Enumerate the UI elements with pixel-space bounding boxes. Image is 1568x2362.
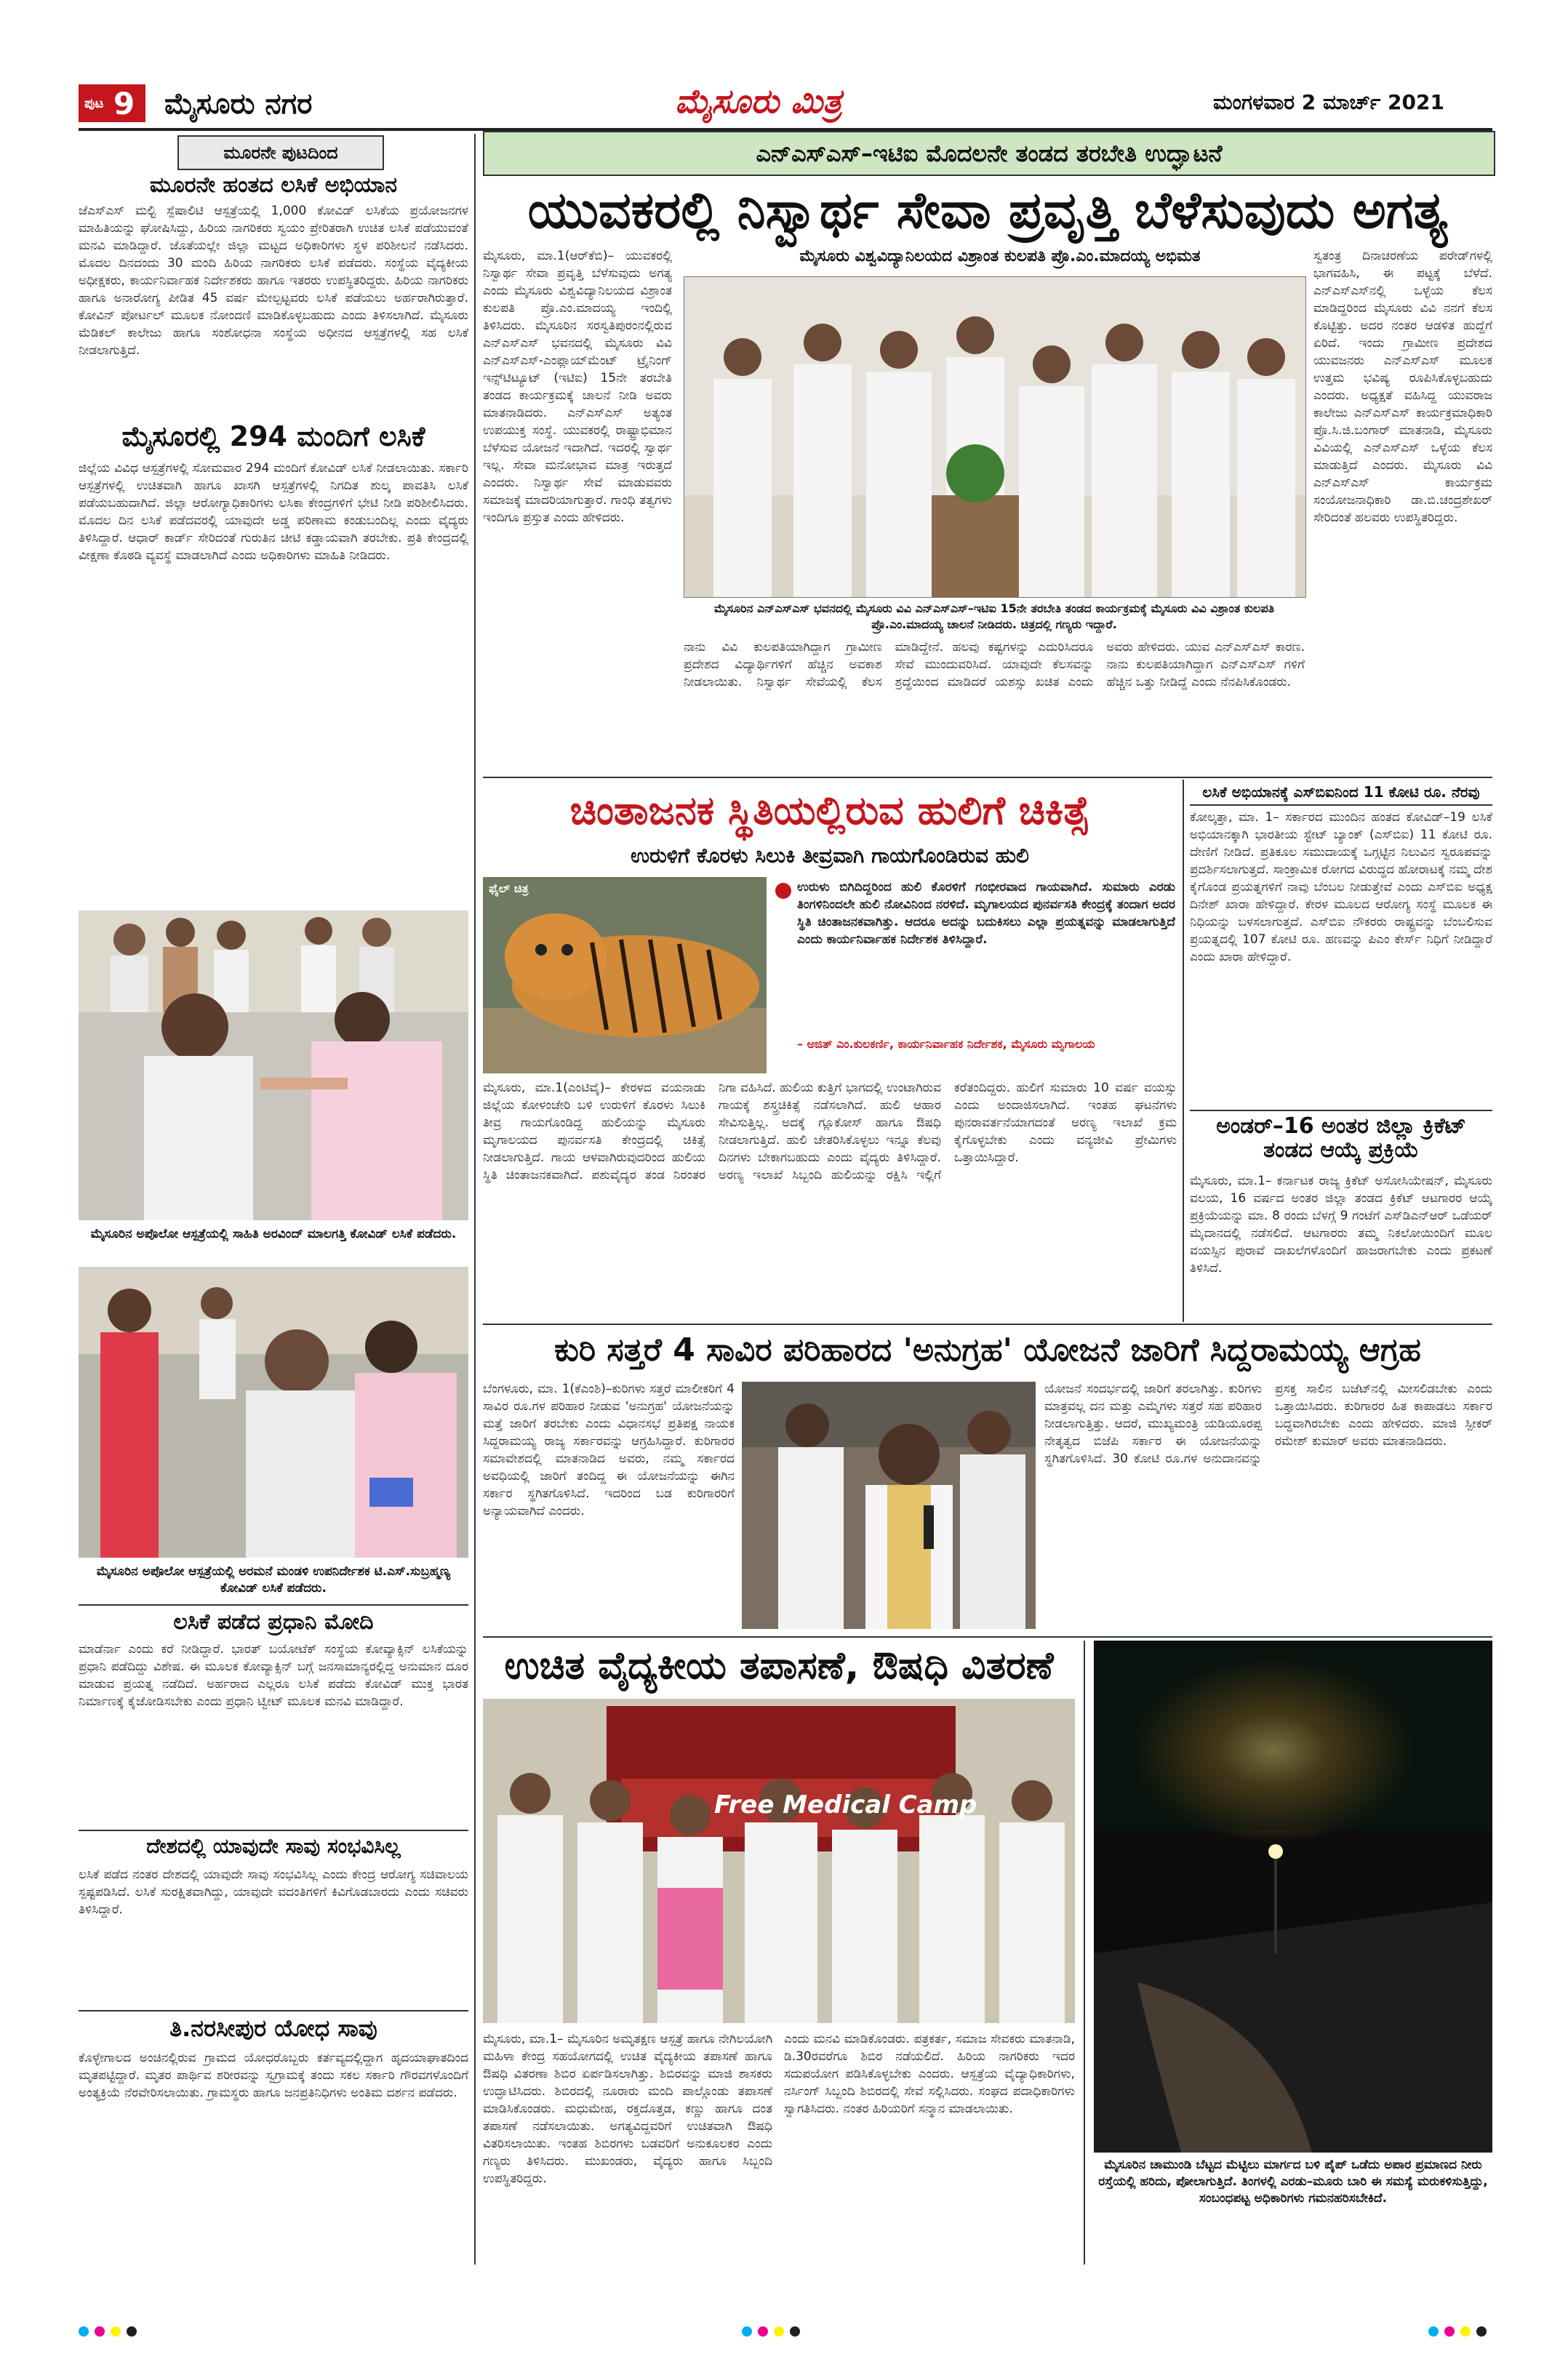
top-story-subhead: ಮೈಸೂರು ವಿಶ್ವವಿದ್ಯಾನಿಲಯದ ವಿಶ್ರಾಂತ ಕುಲಪತಿ ಪ್ರೊ.ಎಂ.ಮಾದಯ್ಯ ಅಭಿಮತ — [799, 247, 1201, 265]
page-number: 9 — [113, 86, 135, 121]
col1-rule-3 — [79, 2010, 468, 2011]
col1-rule-1 — [79, 1604, 468, 1606]
vaccination-photo-2 — [79, 1267, 468, 1558]
magenta-dot-icon — [758, 2326, 768, 2337]
black-dot-icon — [1476, 2326, 1487, 2337]
vaccination-photo-2-image — [79, 1267, 468, 1558]
night-road-photo-image — [1094, 1641, 1492, 2153]
cyan-dot-icon — [79, 2326, 89, 2337]
registration-marks-center — [742, 2326, 806, 2339]
vaccination-caption-1: ಮೈಸೂರಿನ ಅಪೊಲೋ ಆಸ್ಪತ್ರೆಯಲ್ಲಿ ಸಾಹಿತಿ ಅರವಿಂದ್ ಮಾಲಗತ್ತಿ ಕೋವಿಡ್ ಲಸಿಕೆ ಪಡೆದರು. — [90, 1227, 457, 1241]
top-story-right-text: ಸ್ವತಂತ್ರ ದಿನಾಚರಣೆಯ ಪರೇಡ್‌ಗಳಲ್ಲಿ ಭಾಗವಹಿಸಿ, ಈ ಪಟ್ಟಕ್ಕೆ ಬೆಳೆದೆ. ಎನ್‌ಎಸ್‌ಎಸ್‌ನಲ್ಲಿ ಒಳ್ಳೆಯ ಕೆಲಸ ಮಾಡಿದ್ದರಿಂದ ಮೈಸೂರು ವಿವಿ ನನಗೆ ಕೆಲಸ ಕೊಟ್ಟಿತ್ತು. ಅದರ ನಂತರ ಆಡಳಿತ ಹುದ್ದೆಗೆ ಏರಿದೆ. ಇಂದು ಗ್ರಾಮೀಣ ಪ್ರದೇಶದ ಯುವಜನರು ಎನ್‌ಎಸ್‌ಎಸ್ ಮೂಲಕ ಉತ್ತಮ ಭವಿಷ್ಯ ರೂಪಿಸಿಕೊಳ್ಳಬಹುದು ಎಂದರು. ಅಧ್ಯಕ್ಷತೆ ವಹಿಸಿದ್ದ ಯುವರಾಜ ಕಾಲೇಜು ಎನ್‌ಎಸ್‌ಎಸ್ ಕಾರ್ಯಕ್ರಮಾಧಿಕಾರಿ ಪ್ರೊ.ಸಿ.ಜಿ.ಬಂಗಾರ್ ಮಾತನಾಡಿ, ಮೈಸೂರು ವಿವಿಯಲ್ಲಿ ಎನ್‌ಎಸ್‌ಎಸ್ ಒಳ್ಳೆಯ ಕೆಲಸ ಮಾಡುತ್ತಿದೆ ಎಂದರು. ಮೈಸೂರು ವಿವಿ ಎನ್‌ಎಸ್‌ಎಸ್ ಕಾರ್ಯಕ್ರಮ ಸಂಯೋಜನಾಧಿಕಾರಿ ಡಾ.ಬಿ.ಚಂದ್ರಶೇಖರ್ ಸೇರಿದಂತೆ ಹಲವರು ಉಪಸ್ಥಿತರಿದ್ದರು. — [1313, 249, 1492, 525]
tiger-photo-image — [483, 877, 767, 1073]
tiger-right-rule — [1183, 780, 1184, 1322]
right-text-1: ಕೋಲ್ಕತ್ತಾ, ಮಾ. 1– ಸರ್ಕಾರದ ಮುಂದಿನ ಹಂತದ ಕೋವಿಡ್–19 ಲಸಿಕೆ ಅಭಿಯಾನಕ್ಕಾಗಿ ಭಾರತೀಯ ಸ್ಟೇಟ್ ಬ್ಯಾಂಕ್ (ಎಸ್‌ಬಿಐ) 11 ಕೋಟಿ ರೂ. ದೇಣಿಗೆ ನೀಡಿದೆ. ಪ್ರತಿಕೂಲ ಸಮುದಾಯಕ್ಕೆ ಒಗ್ಗಟ್ಟಿನ ನಿಲುವಿನ ಸ್ವರೂಪವನ್ನು ಪ್ರದರ್ಶಿಸಲಾಗುತ್ತದೆ. ಸಾಂಕ್ರಾಮಿಕ ರೋಗದ ವಿರುದ್ಧದ ಹೋರಾಟಕ್ಕೆ ನಮ್ಮ ದೇಶ ಕೈಗೊಂಡ ಪ್ರಯತ್ನಗಳಿಗೆ ನಾವು ಬೆಂಬಲ ನೀಡುತ್ತೇವೆ ಎಂದು ಎಸ್‌ಬಿಐ ಅಧ್ಯಕ್ಷ ದಿನೇಶ್ ಖಾರಾ ಹೇಳಿದ್ದಾರೆ. ಕೇರಳ ಮೂಲದ ಆರೋಗ್ಯ ಸಂಸ್ಥೆ ಮೂಲಕ ಈ ನಿಧಿಯನ್ನು ಬಳಸಲಾಗುತ್ತದೆ. ಎಸ್‌ಬಿಐ ನೌಕರರು ರಾಷ್ಟ್ರವನ್ನು ಬೆಂಬಲಿಸುವ ಪ್ರಯತ್ನದಲ್ಲಿ 107 ಕೋಟಿ ರೂ. ಹಣವನ್ನು ಪಿಎಂ ಕೇರ್ಸ್ ನಿಧಿಗೆ ನೀಡಿದ್ದಾರೆ ಎಂದು ಖಾರಾ ಹೇಳಿದ್ದಾರೆ. — [1190, 810, 1492, 964]
siddaramaiah-left-text: ಬೆಂಗಳೂರು, ಮಾ. 1(ಕೆಎಂಶಿ)–ಕುರಿಗಳು ಸತ್ತರೆ ಮಾಲೀಕರಿಗೆ 4 ಸಾವಿರ ರೂ.ಗಳ ಪರಿಹಾರ ನೀಡುವ 'ಅನುಗ್ರಹ' ಯೋಜನೆಯನ್ನು ಮತ್ತೆ ಜಾರಿಗೆ ತರಬೇಕು ಎಂದು ವಿಧಾನಸಭೆ ಪ್ರತಿಪಕ್ಷ ನಾಯಕ ಸಿದ್ದರಾಮಯ್ಯ ರಾಜ್ಯ ಸರ್ಕಾರವನ್ನು ಆಗ್ರಹಿಸಿದ್ದಾರೆ. ಕುರಿಗಾರರ ಸಮಾವೇಶದಲ್ಲಿ ಮಾತನಾಡಿದ ಅವರು, ನಮ್ಮ ಸರ್ಕಾರದ ಅವಧಿಯಲ್ಲಿ ಜಾರಿಗೆ ತಂದಿದ್ದ ಈ ಯೋಜನೆಯನ್ನು ಈಗಿನ ಸರ್ಕಾರ ಸ್ಥಗಿತಗೊಳಿಸಿದೆ. ಇದರಿಂದ ಬಡ ಕುರಿಗಾರರಿಗೆ ಅನ್ಯಾಯವಾಗಿದೆ ಎಂದರು. — [483, 1382, 735, 1518]
tiger-photo-label: ಫೈಲ್ ಚಿತ್ರ — [489, 881, 529, 895]
col1-text-1: ಜೆಎಸ್‌ಎಸ್ ಮಲ್ಟಿ ಸ್ಪೆಷಾಲಿಟಿ ಆಸ್ಪತ್ರೆಯಲ್ಲಿ 1,000 ಕೋವಿಡ್ ಲಸಿಕೆಯ ಪ್ರಯೋಜನಗಳ ಮಾಹಿತಿಯನ್ನು ಘೋಷಿಸಿದ್ದು, ಹಿರಿಯ ನಾಗರಿಕರು ಸ್ವಯಂ ಪ್ರೇರಿತರಾಗಿ ಉಚಿತ ಲಸಿಕೆ ಪಡೆಯುವಂತೆ ಮನವಿ ಮಾಡಿದ್ದಾರೆ. ಜೊತೆಯಲ್ಲೇ ಜಿಲ್ಲಾ ಮಟ್ಟದ ಅಧಿಕಾರಿಗಳು ಸ್ಥಳ ಪರಿಶೀಲನೆ ನಡೆಸಿದರು. ಮೊದಲ ದಿನದಂದು 30 ಮಂದಿ ಹಿರಿಯ ನಾಗರಿಕರು ಲಸಿಕೆ ಪಡೆದರು. ಸಂಸ್ಥೆಯ ವೈದ್ಯಕೀಯ ಅಧೀಕ್ಷಕರು, ಕಾರ್ಯನಿರ್ವಾಹಕ ನಿರ್ದೇಶಕರು ಹಾಗೂ ಇತರರು ಉಪಸ್ಥಿತರಿದ್ದರು. ಹಿರಿಯ ನಾಗರಿಕರು ಹಾಗೂ ಅನಾರೋಗ್ಯ ಪೀಡಿತ 45 ವರ್ಷ ಮೇಲ್ಪಟ್ಟವರು ಲಸಿಕೆ ಪಡೆಯಲು ಅರ್ಹರಾಗಿರುತ್ತಾರೆ. ಕೋವಿನ್ ಪೋರ್ಟಲ್ ಮೂಲಕ ನೋಂದಣಿ ಮಾಡಿಕೊಳ್ಳಬಹುದು ಎಂದು ತಿಳಿಸಲಾಗಿದೆ. ಮೈಸೂರು ಮೆಡಿಕಲ್ ಕಾಲೇಜು ಹಾಗೂ ಸಂಶೋಧನಾ ಸಂಸ್ಥೆಯ ಅಧೀನದ ಆಸ್ಪತ್ರೆಗಳಲ್ಲಿ ಸಹ ಲಸಿಕೆ ನೀಡಲಾಗುತ್ತಿದೆ. — [79, 204, 468, 358]
siddaramaiah-photo — [742, 1382, 1036, 1629]
registration-marks-left — [79, 2326, 143, 2339]
black-dot-icon — [790, 2326, 800, 2337]
col1-text-3: ಮಾಡೆರ್ನಾ ಎಂದು ಕರೆ ನೀಡಿದ್ದಾರೆ. ಭಾರತ್ ಬಯೋಟೆಕ್ ಸಂಸ್ಥೆಯ ಕೋವ್ಯಾಕ್ಸಿನ್ ಲಸಿಕೆಯನ್ನು ಪ್ರಧಾನಿ ಪಡೆದಿದ್ದು ವಿಶೇಷ. ಈ ಮೂಲಕ ಕೋವ್ಯಾಕ್ಸಿನ್ ಬಗ್ಗೆ ಜನಸಾಮಾನ್ಯರಲ್ಲಿದ್ದ ಅನುಮಾನ ದೂರ ಮಾಡುವ ಪ್ರಯತ್ನ ನಡೆದಿದೆ. ಅರ್ಹರಾದ ಎಲ್ಲರೂ ಲಸಿಕೆ ಪಡೆದು ಕೋವಿಡ್ ಮುಕ್ತ ಭಾರತ ನಿರ್ಮಾಣಕ್ಕೆ ಕೈಜೋಡಿಸಬೇಕು ಎಂದು ಪ್ರಧಾನಿ ಟ್ವೀಟ್ ಮೂಲಕ ಮನವಿ ಮಾಡಿದ್ದಾರೆ. — [79, 1642, 468, 1709]
bullet-icon — [775, 883, 791, 899]
right-text-2: ಮೈಸೂರು, ಮಾ.1– ಕರ್ನಾಟಕ ರಾಜ್ಯ ಕ್ರಿಕೆಟ್ ಅಸೋಸಿಯೇಷನ್, ಮೈಸೂರು ವಲಯ, 16 ವರ್ಷದ ಅಂತರ ಜಿಲ್ಲಾ ತಂಡದ ಕ್ರಿಕೆಟ್ ಆಟಗಾರರ ಆಯ್ಕೆ ಪ್ರಕ್ರಿಯೆಯನ್ನು ಮಾ. 8 ರಂದು ಬೆಳಗ್ಗೆ 9 ಗಂಟೆಗೆ ಎಸ್‌ಡಿಎನ್‌ಆರ್ ಒಡೆಯರ್ ಮೈದಾನದಲ್ಲಿ ನಡೆಸಲಿದೆ. ಆಟಗಾರರು ತಮ್ಮ ನಿಕಲೋಯಿಂದಿಗೆ ಮೂಲ ವಯಸ್ಸಿನ ಪುರಾವೆ ದಾಖಲೆಗಳೊಂದಿಗೆ ಹಾಜರಾಗಬೇಕು ಎಂದು ಪ್ರಕಟಣೆ ತಿಳಿಸಿದೆ. — [1190, 1174, 1492, 1276]
siddaramaiah-headline: ಕುರಿ ಸತ್ತರೆ 4 ಸಾವಿರ ಪರಿಹಾರದ 'ಅನುಗ್ರಹ' ಯೋಜನೆ ಜಾರಿಗೆ ಸಿದ್ದರಾಮಯ್ಯ ಆಗ್ರಹ — [554, 1332, 1421, 1369]
right-rule-1 — [1190, 804, 1492, 806]
health-camp-photo — [483, 1699, 1075, 2023]
col1-text-4: ಲಸಿಕೆ ಪಡೆದ ನಂತರ ದೇಶದಲ್ಲಿ ಯಾವುದೇ ಸಾವು ಸಂಭವಿಸಿಲ್ಲ ಎಂದು ಕೇಂದ್ರ ಆರೋಗ್ಯ ಸಚಿವಾಲಯ ಸ್ಪಷ್ಟಪಡಿಸಿದೆ. ಲಸಿಕೆ ಸುರಕ್ಷಿತವಾಗಿದ್ದು, ಯಾವುದೇ ವದಂತಿಗಳಿಗೆ ಕಿವಿಗೊಡಬಾರದು ಎಂದು ಸಚಿವರು ತಿಳಿಸಿದ್ದಾರೆ. — [79, 1867, 468, 1917]
masthead-logo: ಮೈಸೂರು ಮಿತ್ರ — [675, 81, 842, 121]
col1-headline-5: ತಿ.ನರಸೀಪುರ ಯೋಧ ಸಾವು — [169, 2014, 377, 2042]
top-story-bottom-rule — [483, 777, 1492, 778]
top-story-bottom-text: ನಾನು ವಿವಿ ಕುಲಪತಿಯಾಗಿದ್ದಾಗ ಗ್ರಾಮೀಣ ಪ್ರದೇಶದ ವಿದ್ಯಾರ್ಥಿಗಳಿಗೆ ಹೆಚ್ಚಿನ ಅವಕಾಶ ನೀಡಲಾಯಿತು. ನಿಸ್ವಾರ್ಥ ಸೇವೆಯಲ್ಲಿ ಕೆಲಸ ಮಾಡಿದ್ದೇನೆ. ಹಲವು ಕಷ್ಟಗಳನ್ನು ಎದುರಿಸಿದರೂ ಸೇವೆ ಮುಂದುವರಿಸಿದೆ. ಯಾವುದೇ ಕೆಲಸವನ್ನು ಶ್ರದ್ಧೆಯಿಂದ ಮಾಡಿದರೆ ಯಶಸ್ಸು ಖಚಿತ ಎಂದು ಅವರು ಹೇಳಿದರು. ಯುವ ಎನ್‌ಎಸ್‌ಎಸ್ ಕಾರಣ. ನಾನು ಕುಲಪತಿಯಾಗಿದ್ದಾಗ ಎನ್‌ಎಸ್‌ಎಸ್ ಗಳಿಗೆ ಹೆಚ್ಚಿನ ಒತ್ತು ನೀಡಿದ್ದೆ ಎಂದು ನೆನಪಿಸಿಕೊಂಡರು. — [684, 640, 1305, 689]
section-title: ಮೈಸೂರು ನಗರ — [164, 87, 313, 121]
right-headline-2: ಅಂಡರ್–16 ಅಂತರ ಜಿಲ್ಲಾ ಕ್ರಿಕೆಟ್ ತಂಡದ ಆಯ್ಕೆ ಪ್ರಕ್ರಿಯೆ — [1216, 1113, 1466, 1163]
yellow-dot-icon — [111, 2326, 121, 2337]
col1-right-rule — [474, 134, 476, 2265]
magenta-dot-icon — [95, 2326, 105, 2337]
col1-headline-4: ದೇಶದಲ್ಲಿ ಯಾವುದೇ ಸಾವು ಸಂಭವಿಸಿಲ್ಲ — [146, 1834, 401, 1858]
page-number-box — [79, 84, 145, 122]
tiger-intro: ಉರುಳು ಬಿಗಿದಿದ್ದರಿಂದ ಹುಲಿ ಕೊರಳಿಗೆ ಗಂಭೀರವಾದ ಗಾಯವಾಗಿದೆ. ಸುಮಾರು ಎರಡು ತಿಂಗಳಿನಿಂದಲೇ ಹುಲಿ ನೋವಿನಿಂದ ನರಳಿದೆ. ಮೃಗಾಲಯದ ಪುನರ್ವಸತಿ ಕೇಂದ್ರಕ್ಕೆ ತಂದಾಗ ಅದರ ಸ್ಥಿತಿ ಚಿಂತಾಜನಕವಾಗಿತ್ತು. ಆದರೂ ಅದನ್ನು ಬದುಕಿಸಲು ಎಲ್ಲಾ ಪ್ರಯತ್ನವನ್ನು ಮಾಡಲಾಗುತ್ತಿದೆ ಎಂದು ಕಾರ್ಯನಿರ್ವಾಹಕ ನಿರ್ದೇಶಕ ತಿಳಿಸಿದ್ದಾರೆ. — [797, 880, 1175, 947]
tiger-photo — [483, 877, 767, 1073]
page-label: ಪುಟ — [84, 96, 104, 111]
col1-text-5: ಕೊಳ್ಳೇಗಾಲದ ಅಂಚಿನಲ್ಲಿರುವ ಗ್ರಾಮದ ಯೋಧರೊಬ್ಬರು ಕರ್ತವ್ಯದಲ್ಲಿದ್ದಾಗ ಹೃದಯಾಘಾತದಿಂದ ಮೃತಪಟ್ಟಿದ್ದಾರೆ. ಮೃತರ ಪಾರ್ಥಿವ ಶರೀರವನ್ನು ಸ್ವಗ್ರಾಮಕ್ಕೆ ತಂದು ಸಕಲ ಸರ್ಕಾರಿ ಗೌರವಗಳೊಂದಿಗೆ ಅಂತ್ಯಕ್ರಿಯೆ ನೆರವೇರಿಸಲಾಯಿತು. ಗ್ರಾಮಸ್ಥರು ಹಾಗೂ ಜನಪ್ರತಿನಿಧಿಗಳು ಅಂತಿಮ ದರ್ಶನ ಪಡೆದರು. — [79, 2051, 468, 2100]
yellow-dot-icon — [774, 2326, 784, 2337]
col1-headline-3: ಲಸಿಕೆ ಪಡೆದ ಪ್ರಧಾನಿ ಮೋದಿ — [173, 1609, 374, 1635]
top-story-kicker-text: ಎನ್‌ಎಸ್‌ಎಸ್–ಇಟಿಐ ಮೊದಲನೇ ತಂಡದ ತರಬೇತಿ ಉದ್ಘಾಟನೆ — [756, 140, 1223, 167]
col1-text-2: ಜಿಲ್ಲೆಯ ವಿವಿಧ ಆಸ್ಪತ್ರೆಗಳಲ್ಲಿ ಸೋಮವಾರ 294 ಮಂದಿಗೆ ಕೋವಿಡ್ ಲಸಿಕೆ ನೀಡಲಾಯಿತು. ಸರ್ಕಾರಿ ಆಸ್ಪತ್ರೆಗಳಲ್ಲಿ ಉಚಿತವಾಗಿ ಹಾಗೂ ಖಾಸಗಿ ಆಸ್ಪತ್ರೆಗಳಲ್ಲಿ ನಿಗದಿತ ಶುಲ್ಕ ಪಾವತಿಸಿ ಲಸಿಕೆ ಪಡೆಯಬಹುದಾಗಿದೆ. ಜಿಲ್ಲಾ ಆರೋಗ್ಯಾಧಿಕಾರಿಗಳು ಲಸಿಕಾ ಕೇಂದ್ರಗಳಿಗೆ ಭೇಟಿ ನೀಡಿ ಪರಿಶೀಲಿಸಿದರು. ಮೊದಲ ದಿನ ಲಸಿಕೆ ಪಡೆದವರಲ್ಲಿ ಯಾವುದೇ ಅಡ್ಡ ಪರಿಣಾಮ ಕಂಡುಬಂದಿಲ್ಲ ಎಂದು ವೈದ್ಯರು ತಿಳಿಸಿದ್ದಾರೆ. ಆಧಾರ್ ಕಾರ್ಡ್ ಸೇರಿದಂತೆ ಗುರುತಿನ ಚೀಟಿ ಕಡ್ಡಾಯವಾಗಿ ತರಬೇಕು. ಪ್ರತಿ ಕೇಂದ್ರದಲ್ಲಿ ವೀಕ್ಷಣಾ ಕೊಠಡಿ ವ್ಯವಸ್ಥೆ ಮಾಡಲಾಗಿದೆ ಎಂದು ಅಧಿಕಾರಿಗಳು ಮಾಹಿತಿ ನೀಡಿದರು. — [79, 461, 468, 563]
mid-rule — [483, 1324, 1492, 1325]
top-story-headline: ಯುವಕರಲ್ಲಿ ನಿಸ್ವಾರ್ಥ ಸೇವಾ ಪ್ರವೃತ್ತಿ ಬೆಳೆಸುವುದು ಅಗತ್ಯ — [527, 180, 1448, 240]
top-story-photo — [684, 276, 1306, 598]
health-camp-text: ಮೈಸೂರು, ಮಾ.1– ಮೈಸೂರಿನ ಅಮೃತಕ್ಷಣ ಆಸ್ಪತ್ರೆ ಹಾಗೂ ನೇಗಿಲಯೋಗಿ ಮಹಿಳಾ ಕೇಂದ್ರ ಸಹಯೋಗದಲ್ಲಿ ಉಚಿತ ವೈದ್ಯಕೀಯ ತಪಾಸಣೆ ಹಾಗೂ ಔಷಧಿ ವಿತರಣಾ ಶಿಬಿರ ಏರ್ಪಡಿಸಲಾಗಿತ್ತು. ಶಿಬಿರವನ್ನು ಮಾಜಿ ಶಾಸಕರು ಉದ್ಘಾಟಿಸಿದರು. ಶಿಬಿರದಲ್ಲಿ ನೂರಾರು ಮಂದಿ ಪಾಲ್ಗೊಂಡು ತಪಾಸಣೆ ಮಾಡಿಸಿಕೊಂಡರು. ಮಧುಮೇಹ, ರಕ್ತದೊತ್ತಡ, ಕಣ್ಣು ಹಾಗೂ ದಂತ ತಪಾಸಣೆ ನಡೆಸಲಾಯಿತು. ಅಗತ್ಯವಿದ್ದವರಿಗೆ ಉಚಿತವಾಗಿ ಔಷಧಿ ವಿತರಿಸಲಾಯಿತು. ಇಂತಹ ಶಿಬಿರಗಳು ಬಡವರಿಗೆ ಅನುಕೂಲಕರ ಎಂದು ಗಣ್ಯರು ತಿಳಿಸಿದರು. ಮುಖಂಡರು, ವೈದ್ಯರು ಹಾಗೂ ಸಿಬ್ಬಂದಿ ಉಪಸ್ಥಿತರಿದ್ದರು. — [483, 2032, 772, 2186]
tiger-body: ಮೈಸೂರು, ಮಾ.1(ಎಂಟಿವೈ)– ಕೇರಳದ ವಯನಾಡು ಜಿಲ್ಲೆಯ ಕೋಳಂಚೇರಿ ಬಳಿ ಉರುಳಿಗೆ ಕೊರಳು ಸಿಲುಕಿ ತೀವ್ರ ಗಾಯಗೊಂಡಿದ್ದ ಹುಲಿಯನ್ನು ಮೈಸೂರು ಮೃಗಾಲಯದ ಪುನರ್ವಸತಿ ಕೇಂದ್ರದಲ್ಲಿ ಚಿಕಿತ್ಸೆ ನೀಡಲಾಗುತ್ತಿದೆ. ಗಾಯ ಆಳವಾಗಿರುವುದರಿಂದ ಹುಲಿಯ ಸ್ಥಿತಿ ಚಿಂತಾಜನಕವಾಗಿದೆ. ಪಶುವೈದ್ಯರ ತಂಡ ನಿರಂತರ ನಿಗಾ ವಹಿಸಿದೆ. ಹುಲಿಯ ಕುತ್ತಿಗೆ ಭಾಗದಲ್ಲಿ ಉಂಟಾಗಿರುವ ಗಾಯಕ್ಕೆ ಶಸ್ತ್ರಚಿಕಿತ್ಸೆ ನಡೆಸಲಾಗಿದೆ. ಹುಲಿ ಆಹಾರ ಸೇವಿಸುತ್ತಿಲ್ಲ. ಅದಕ್ಕೆ ಗ್ಲೂಕೋಸ್ ಹಾಗೂ ಔಷಧಿ ನೀಡಲಾಗುತ್ತಿದೆ. ಹುಲಿ ಚೇತರಿಸಿಕೊಳ್ಳಲು ಇನ್ನೂ ಕೆಲವು ದಿನಗಳು ಬೇಕಾಗಬಹುದು ಎಂದು ವೈದ್ಯರು ತಿಳಿಸಿದ್ದಾರೆ. ಅರಣ್ಯ ಇಲಾಖೆ ಸಿಬ್ಬಂದಿ ಹುಲಿಯನ್ನು ರಕ್ಷಿಸಿ ಇಲ್ಲಿಗೆ ಕರೆತಂದಿದ್ದರು. ಹುಲಿಗೆ ಸುಮಾರು 10 ವರ್ಷ ವಯಸ್ಸು ಎಂದು ಅಂದಾಜಿಸಲಾಗಿದೆ. ಇಂತಹ ಘಟನೆಗಳು ಪುನರಾವರ್ತನೆಯಾಗದಂತೆ ಅರಣ್ಯ ಇಲಾಖೆ ಕ್ರಮ ಕೈಗೊಳ್ಳಬೇಕು ಎಂದು ವನ್ಯಜೀವಿ ಪ್ರೇಮಿಗಳು ಒತ್ತಾಯಿಸಿದ್ದಾರೆ. — [483, 1081, 1177, 1182]
health-camp-photo-image — [483, 1699, 1075, 2023]
top-story-caption: ಮೈಸೂರಿನ ಎನ್‌ಎಸ್‌ಎಸ್ ಭವನದಲ್ಲಿ ಮೈಸೂರು ವಿವಿ ಎನ್‌ಎಸ್‌ಎಸ್–ಇಟಿಐ 15ನೇ ತರಬೇತಿ ತಂಡದ ಕಾರ್ಯಕ್ರಮಕ್ಕೆ ಮೈಸೂರು ವಿವಿ ವಿಶ್ರಾಂತ ಕುಲಪತಿ ಪ್ರೊ.ಎಂ.ಮಾದಯ್ಯ ಚಾಲನೆ ನೀಡಿದರು. ಚಿತ್ರದಲ್ಲಿ ಗಣ್ಯರು ಇದ್ದಾರೆ. — [713, 601, 1275, 631]
top-story-photo-image — [684, 277, 1305, 597]
vaccination-caption-2: ಮೈಸೂರಿನ ಅಪೊಲೋ ಆಸ್ಪತ್ರೆಯಲ್ಲಿ ಅರಮನೆ ಮಂಡಳಿ ಉಪನಿರ್ದೇಶಕ ಟಿ.ಎಸ್.ಸುಬ್ರಹ್ಮಣ್ಯ ಕೋವಿಡ್ ಲಸಿಕೆ ಪಡೆದರು. — [96, 1564, 451, 1596]
cyan-dot-icon — [1428, 2326, 1439, 2337]
page-header — [79, 81, 1492, 128]
col1-headline-2: ಮೈಸೂರಲ್ಲಿ 294 ಮಂದಿಗೆ ಲಸಿಕೆ — [121, 420, 425, 452]
siddaramaiah-right-text: ಯೋಜನೆ ಸಂದರ್ಭದಲ್ಲಿ ಜಾರಿಗೆ ತರಲಾಗಿತ್ತು. ಕುರಿಗಳು ಮಾತ್ರವಲ್ಲ ದನ ಮತ್ತು ಎಮ್ಮೆಗಳು ಸತ್ತರೆ ಸಹ ಪರಿಹಾರ ನೀಡಲಾಗುತ್ತಿತ್ತು. ಆದರೆ, ಮುಖ್ಯಮಂತ್ರಿ ಯಡಿಯೂರಪ್ಪ ನೇತೃತ್ವದ ಬಿಜೆಪಿ ಸರ್ಕಾರ ಈ ಯೋಜನೆಯನ್ನು ಸ್ಥಗಿತಗೊಳಿಸಿದೆ. 30 ಕೋಟಿ ರೂ.ಗಳ ಅನುದಾನವನ್ನು ಪ್ರಸಕ್ತ ಸಾಲಿನ ಬಜೆಟ್‌ನಲ್ಲಿ ಮೀಸಲಿಡಬೇಕು ಎಂದು ಒತ್ತಾಯಿಸಿದರು. ಕುರಿಗಾರರ ಹಿತ ಕಾಪಾಡಲು ಸರ್ಕಾರ ಬದ್ಧವಾಗಿರಬೇಕು ಎಂದು ಹೇಳಿದರು. ಮಾಜಿ ಸ್ಪೀಕರ್ ರಮೇಶ್ ಕುಮಾರ್ ಅವರು ಮಾತನಾಡಿದರು. — [1044, 1382, 1492, 1466]
top-story-left-text: ಮೈಸೂರು, ಮಾ.1(ಆರ್‌ಕೆಬಿ)– ಯುವಕರಲ್ಲಿ ನಿಸ್ವಾರ್ಥ ಸೇವಾ ಪ್ರವೃತ್ತಿ ಬೆಳೆಸುವುದು ಅಗತ್ಯ ಎಂದು ಮೈಸೂರು ವಿಶ್ವವಿದ್ಯಾನಿಲಯದ ವಿಶ್ರಾಂತ ಕುಲಪತಿ ಪ್ರೊ.ಎಂ.ಮಾದಯ್ಯ ಇಂದಿಲ್ಲಿ ತಿಳಿಸಿದರು. ಮೈಸೂರಿನ ಸರಸ್ವತಿಪುರಂನಲ್ಲಿರುವ ಎನ್‌ಎಸ್‌ಎಸ್ ಭವನದಲ್ಲಿ ಮೈಸೂರು ವಿವಿ ಎನ್‌ಎಸ್‌ಎಸ್-ಎಂಪ್ಲಾಯ್‌ಮೆಂಟ್ ಟ್ರೈನಿಂಗ್ ಇನ್ಸ್‌ಟಿಟ್ಯೂಟ್ (ಇಟಿಐ) 15ನೇ ತರಬೇತಿ ತಂಡದ ಕಾರ್ಯಕ್ರಮಕ್ಕೆ ಚಾಲನೆ ನೀಡಿ ಅವರು ಮಾತನಾಡಿದರು. ಎನ್‌ಎಸ್‌ಎಸ್ ಅತ್ಯಂತ ಉಪಯುಕ್ತ ಸಂಸ್ಥೆ. ಯುವಕರಲ್ಲಿ ರಾಷ್ಟ್ರಾಭಿಮಾನ ಬೆಳೆಸುವ ಯೋಜನೆ ಇದಾಗಿದೆ. ಇದರಲ್ಲಿ ಸ್ವಾರ್ಥ ಇಲ್ಲ. ಸೇವಾ ಮನೋಭಾವ ಮಾತ್ರ ಇರುತ್ತದೆ ಎಂದರು. ನಿಸ್ವಾರ್ಥ ಸೇವೆ ಮಾಡುವವರು ಸಮಾಜಕ್ಕೆ ಮಾದರಿಯಾಗುತ್ತಾರೆ. ಗಾಂಧಿ ತತ್ವಗಳು ಇಂದಿಗೂ ಪ್ರಸ್ತುತ ಎಂದು ಹೇಳಿದರು. — [483, 249, 672, 525]
night-road-caption: ಮೈಸೂರಿನ ಚಾಮುಂಡಿ ಬೆಟ್ಟದ ಮೆಟ್ಟಿಲು ಮಾರ್ಗದ ಬಳಿ ಪೈಪ್ ಒಡೆದು ಅಪಾರ ಪ್ರಮಾಣದ ನೀರು ರಸ್ತೆಯಲ್ಲಿ ಹರಿದು, ಪೋಲಾಗುತ್ತಿದೆ. ತಿಂಗಳಲ್ಲಿ ಎರಡು–ಮೂರು ಬಾರಿ ಈ ಸಮಸ್ಯೆ ಮರುಕಳಿಸುತ್ತಿದ್ದು, ಸಂಬಂಧಪಟ್ಟ ಅಧಿಕಾರಿಗಳು ಗಮನಹರಿಸಬೇಕಿದೆ. — [1098, 2158, 1488, 2206]
health-camp-text-2: ಎಂದು ಮನವಿ ಮಾಡಿಕೊಂಡರು. ಪತ್ರಕರ್ತ, ಸಮಾಜ ಸೇವಕರು ಮಾತನಾಡಿ, ಡಿ.30ರವರೆಗೂ ಶಿಬಿರ ನಡೆಯಲಿದೆ. ಹಿರಿಯ ನಾಗರಿಕರು ಇದರ ಸದುಪಯೋಗ ಪಡಿಸಿಕೊಳ್ಳಬೇಕು ಎಂದರು. ಆಸ್ಪತ್ರೆಯ ವೈದ್ಯಾಧಿಕಾರಿಗಳು, ನರ್ಸಿಂಗ್ ಸಿಬ್ಬಂದಿ ಶಿಬಿರದಲ್ಲಿ ಸೇವೆ ಸಲ್ಲಿಸಿದರು. ಸಂಘದ ಪದಾಧಿಕಾರಿಗಳು ಸ್ವಾಗತಿಸಿದರು. ನಂತರ ಹಿರಿಯರಿಗೆ ಸನ್ಮಾನ ಮಾಡಲಾಯಿತು. — [784, 2032, 1075, 2116]
cyan-dot-icon — [742, 2326, 752, 2337]
night-road-photo — [1094, 1641, 1492, 2153]
yellow-dot-icon — [1460, 2326, 1471, 2337]
black-dot-icon — [127, 2326, 137, 2337]
vaccination-photo-1-image — [79, 910, 468, 1220]
tiger-byline: – ಅಜಿತ್ ಎಂ.ಕುಲಕರ್ಣಿ, ಕಾರ್ಯನಿರ್ವಾಹಕ ನಿರ್ದೇಶಕ, ಮೈಸೂರು ಮೃಗಾಲಯ — [797, 1037, 1095, 1051]
right-rule-2 — [1190, 1110, 1492, 1111]
issue-date: ಮಂಗಳವಾರ 2 ಮಾರ್ಚ್ 2021 — [1213, 90, 1444, 114]
col1-headline-1: ಮೂರನೇ ಹಂತದ ಲಸಿಕೆ ಅಭಿಯಾನ — [149, 172, 398, 198]
tiger-subhead: ಉರುಳಿಗೆ ಕೊರಳು ಸಿಲುಕಿ ತೀವ್ರವಾಗಿ ಗಾಯಗೊಂಡಿರುವ ಹುಲಿ — [631, 844, 1029, 868]
col1-rule-2 — [79, 1830, 468, 1831]
continued-banner-text: ಮೂರನೇ ಪುಟದಿಂದ — [223, 143, 338, 163]
night-photo-left-rule — [1084, 1641, 1085, 2265]
health-camp-banner-text: Free Medical Camp — [714, 1790, 977, 1819]
health-camp-headline: ಉಚಿತ ವೈದ್ಯಕೀಯ ತಪಾಸಣೆ, ಔಷಧಿ ವಿತರಣೆ — [504, 1644, 1054, 1688]
siddaramaiah-photo-image — [742, 1382, 1036, 1629]
registration-marks-right — [1428, 2326, 1492, 2339]
continued-banner — [177, 135, 384, 170]
vaccination-photo-1 — [79, 910, 468, 1220]
tiger-headline: ಚಿಂತಾಜನಕ ಸ್ಥಿತಿಯಲ್ಲಿರುವ ಹುಲಿಗೆ ಚಿಕಿತ್ಸೆ — [569, 788, 1090, 833]
right-headline-1: ಲಸಿಕೆ ಅಭಿಯಾನಕ್ಕೆ ಎಸ್‌ಬಿಐನಿಂದ 11 ಕೋಟಿ ರೂ. ನೆರವು — [1202, 783, 1480, 801]
tiger-intro-box — [775, 878, 1175, 1069]
magenta-dot-icon — [1444, 2326, 1455, 2337]
lower-rule — [483, 1636, 1492, 1638]
top-story-kicker — [483, 131, 1495, 176]
